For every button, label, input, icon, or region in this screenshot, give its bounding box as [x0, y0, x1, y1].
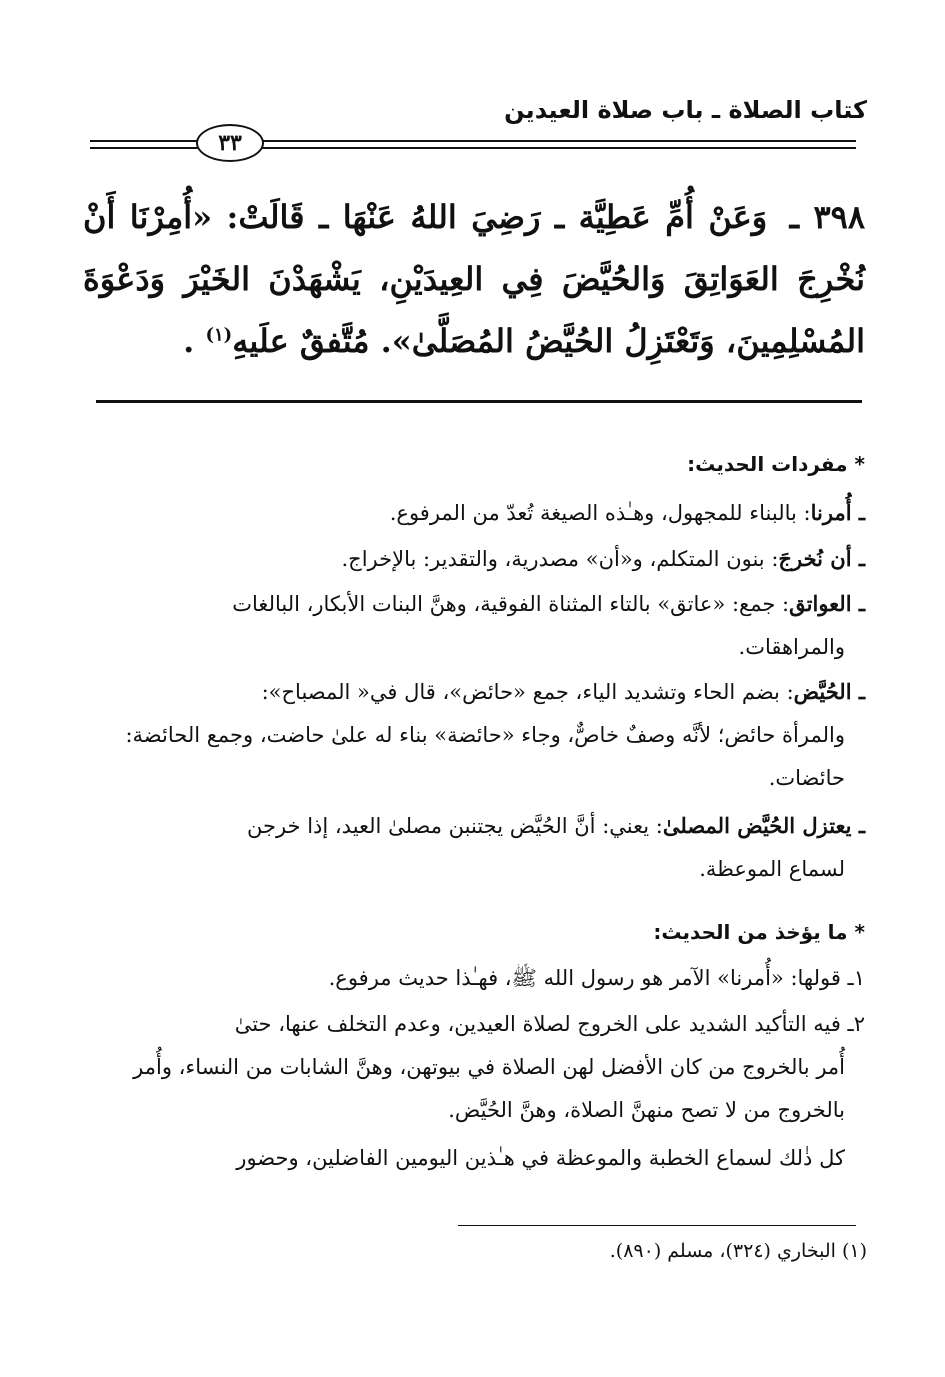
- page-number: ٣٣: [196, 124, 264, 162]
- vocab-sep: :: [779, 680, 794, 704]
- vocab-sep: :: [796, 501, 811, 525]
- vocab-body: بنون المتكلم، و«أن» مصدرية، والتقدير: بالإخراج.: [341, 547, 765, 571]
- vocab-term: ـ أن نُخرجَ: [778, 546, 865, 571]
- hadith-body: وَعَنْ أُمِّ عَطِيَّة ـ رَضِيَ اللهُ عَنْهَا ـ قَالَتْ: «أُمِرْنَا أَنْ نُخْرِجَ العَوَاتِقَ وَالحُيَّضَ فِي العِيدَيْنِ، يَشْهَدْنَ الخَيْرَ وَدَعْوَةَ المُسْلِمِينَ، وَتَعْتَزِلُ الحُيَّضُ المُصَلَّىٰ». مُتَّفقٌ علَيهِ: [83, 198, 866, 360]
- vocab-body: يعني: أنَّ الحُيَّض يجتنبن مصلىٰ العيد، إذا خرجن: [246, 814, 650, 838]
- vocab-term: ـ العواتق: [789, 591, 865, 616]
- vocab-term: ـ أُمرنا: [810, 500, 865, 525]
- lesson-continuation: أُمر بالخروج من كان الأفضل لهن الصلاة في بيوتهن، وهنَّ الشابات من النساء، وأُمر بالخروج من لا تصح منهنَّ الصلاة، وهنَّ الحُيَّض.: [133, 1055, 845, 1122]
- hadith-text: [83, 186, 865, 372]
- lesson-body: ٢ـ فيه التأكيد الشديد على الخروج لصلاة العيدين، وعدم التخلف عنها، حتىٰ: [234, 1012, 865, 1036]
- vocab-body: جمع: «عاتق» بالتاء المثناة الفوقية، وهنَّ البنات الأبكار، البالغات: [232, 592, 776, 616]
- hadith-end: .: [183, 322, 195, 360]
- footnote-marker: (١): [205, 324, 233, 346]
- lesson-body: ١ـ قولها: «أُمرنا» الآمر هو رسول الله ﷺ، فهـٰذا حديث مرفوع.: [328, 966, 865, 990]
- vocab-entry: [87, 804, 865, 891]
- header-rule-left: [90, 140, 198, 149]
- vocab-term: ـ يعتزل الحُيَّض المصلىٰ: [662, 813, 865, 838]
- running-title: كتاب الصلاة ـ باب صلاة العيدين: [504, 96, 867, 124]
- vocab-body: بالبناء للمجهول، وهـٰذه الصيغة تُعدّ من المرفوع.: [389, 501, 797, 525]
- lesson-item: [87, 1003, 865, 1132]
- vocab-sep: :: [775, 592, 790, 616]
- header-rule-right: [262, 140, 856, 149]
- vocab-entry: [87, 491, 865, 535]
- vocab-sep: :: [764, 547, 779, 571]
- footnote-rule: [458, 1225, 856, 1226]
- vocab-body: بضم الحاء وتشديد الياء، جمع «حائض»، قال في« المصباح»:: [261, 680, 780, 704]
- lesson-item: [87, 1137, 865, 1180]
- vocab-sep: :: [649, 814, 663, 838]
- vocab-entry: [87, 582, 865, 669]
- vocab-continuation: والمراهقات.: [738, 635, 845, 659]
- vocab-heading: * مفردات الحديث:: [687, 452, 865, 476]
- vocab-entry: [87, 537, 865, 581]
- hadith-divider: [96, 400, 862, 403]
- vocab-term: ـ الحُيَّض: [793, 679, 865, 704]
- vocab-entry: [87, 670, 865, 800]
- footnote: (١) البخاري (٣٢٤)، مسلم (٨٩٠).: [609, 1240, 867, 1262]
- hadith-number: ٣٩٨ ـ: [789, 198, 866, 236]
- vocab-continuation: والمرأة حائض؛ لأنَّه وصفٌ خاصٌّ، وجاء «حائضة» بناء له علىٰ حاضت، وجمع الحائضة: حائضات.: [125, 723, 845, 790]
- lesson-item: [87, 957, 865, 1000]
- vocab-continuation: لسماع الموعظة.: [699, 857, 845, 881]
- lessons-heading: * ما يؤخذ من الحديث:: [653, 920, 865, 944]
- lesson-body: كل ذٰلك لسماع الخطبة والموعظة في هـٰذين اليومين الفاضلين، وحضور: [236, 1146, 845, 1170]
